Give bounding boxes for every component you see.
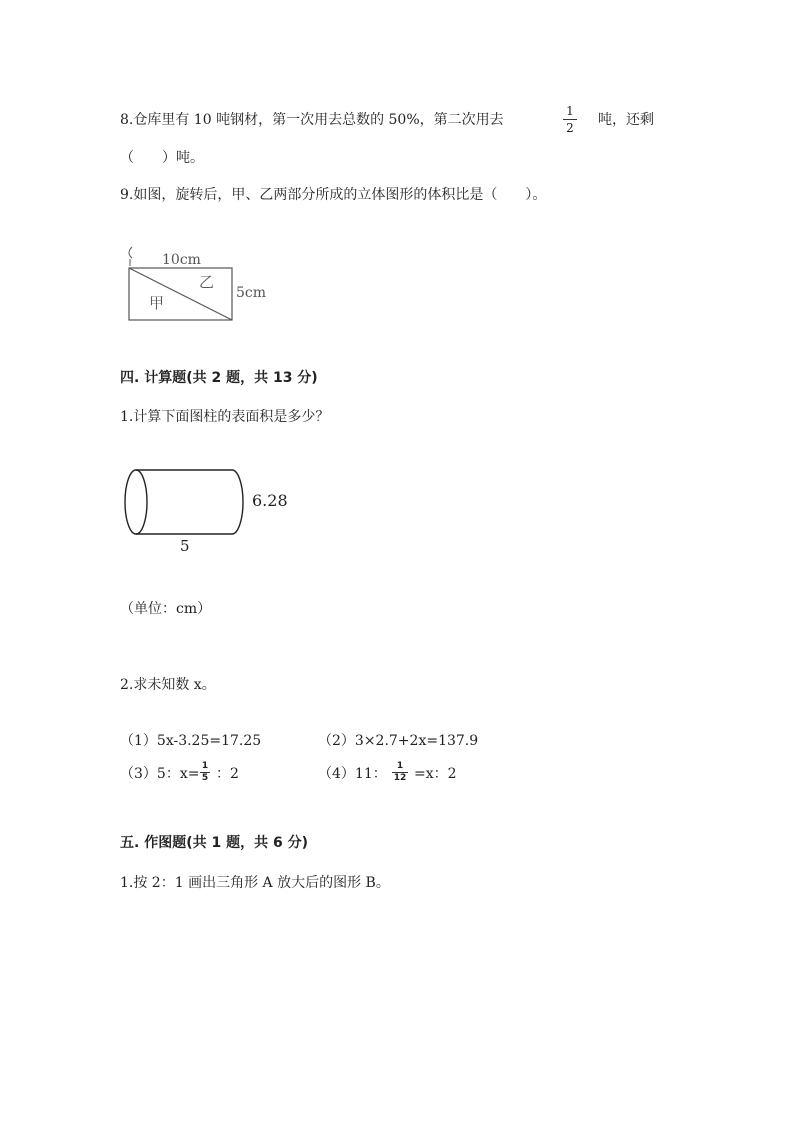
q9-region-upper: 乙 (199, 273, 215, 291)
q8-text-b: 吨，还剩 (598, 112, 654, 128)
sec4-q1-text: 1.计算下面图柱的表面积是多少？ (120, 409, 330, 425)
sec4-q1-unit: （单位：cm） (120, 601, 212, 617)
eq-4-frac-num: 1 (396, 761, 404, 771)
q9-top-label: 10cm (162, 252, 201, 268)
q8-text-c: （ ）吨。 (120, 150, 204, 166)
sec5-heading: 五. 作图题(共 1 题，共 6 分) (120, 835, 308, 851)
cylinder-height-label: 6.28 (252, 491, 288, 510)
cylinder-length-label: 5 (180, 537, 190, 555)
eq-2: （2）3×2.7+2x=137.9 (318, 733, 479, 749)
eq-3-b: ：2 (216, 766, 239, 782)
eq-4-a: （4）11： (318, 766, 387, 782)
sec4-heading: 四. 计算题(共 2 题，共 13 分) (120, 370, 318, 386)
eq-3-frac-den: 5 (201, 773, 209, 783)
eq-3-frac-num: 1 (201, 761, 209, 771)
eq-4-fraction (392, 762, 408, 783)
cylinder-left-face (125, 470, 147, 534)
q8-frac-num: 1 (566, 104, 574, 118)
eq-4-frac-den: 12 (393, 773, 407, 783)
q9-side-label: 5cm (236, 285, 267, 301)
q8-text-a: 8.仓库里有 10 吨钢材，第一次用去总数的 50%，第二次用去 (120, 112, 504, 128)
eq-4-b: =x：2 (414, 766, 457, 782)
q9-region-lower: 甲 (149, 294, 165, 312)
eq-3-a: （3）5：x= (120, 766, 200, 782)
eq-1: （1）5x-3.25=17.25 (120, 733, 262, 749)
sec4-q2-text: 2.求未知数 x。 (120, 677, 216, 693)
cylinder-right-arc (232, 470, 243, 534)
sec5-q1-text: 1.按 2：1 画出三角形 A 放大后的图形 B。 (120, 875, 390, 891)
eq-3-fraction (200, 762, 210, 783)
q9-text: 9.如图，旋转后，甲、乙两部分所成的立体图形的体积比是（ ）。 (120, 187, 547, 203)
q8-frac-den: 2 (566, 121, 574, 135)
